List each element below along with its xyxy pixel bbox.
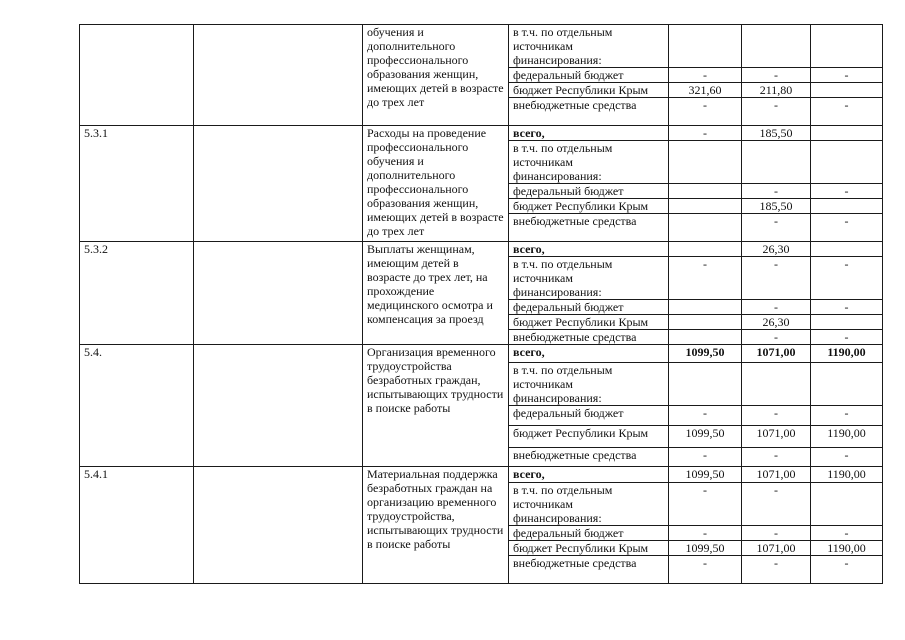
value-cell <box>669 199 742 214</box>
value-cell: - <box>742 406 811 426</box>
row-code <box>80 25 194 126</box>
empty-cell <box>194 126 363 242</box>
source-label: внебюджетные средства <box>509 556 669 584</box>
source-label: бюджет Республики Крым <box>509 541 669 556</box>
value-cell: - <box>669 257 742 300</box>
value-cell: - <box>811 556 883 584</box>
value-cell <box>811 126 883 141</box>
value-cell: - <box>742 98 811 126</box>
value-cell: - <box>811 406 883 426</box>
value-cell: - <box>742 556 811 584</box>
value-cell: - <box>669 406 742 426</box>
financing-table <box>79 24 883 584</box>
value-cell <box>742 141 811 184</box>
source-label: в т.ч. по отдельным источникам финансирования: <box>509 257 669 300</box>
value-cell: - <box>811 526 883 541</box>
source-label: в т.ч. по отдельным источникам финансирования: <box>509 483 669 526</box>
value-cell: - <box>742 300 811 315</box>
value-cell: - <box>742 257 811 300</box>
measure-title: Расходы на проведение профессионального обучения и дополнительного профессионального образования женщин, имеющих детей в возрасте до трех лет <box>363 126 509 242</box>
measure-title: обучения и дополнительного профессионального образования женщин, имеющих детей в возрасте до трех лет <box>363 25 509 126</box>
value-cell <box>669 25 742 68</box>
source-label: федеральный бюджет <box>509 526 669 541</box>
value-cell: 321,60 <box>669 83 742 98</box>
value-cell <box>669 300 742 315</box>
value-cell: 1190,00 <box>811 345 883 363</box>
value-cell: - <box>811 184 883 199</box>
value-cell <box>669 242 742 257</box>
value-cell: - <box>811 330 883 345</box>
value-cell: - <box>742 330 811 345</box>
value-cell: - <box>742 214 811 242</box>
value-cell: 1099,50 <box>669 426 742 448</box>
value-cell <box>669 141 742 184</box>
value-cell: - <box>669 68 742 83</box>
source-label-total: всего, <box>509 345 669 363</box>
table-row <box>80 242 883 257</box>
value-cell <box>811 199 883 214</box>
value-cell: 1190,00 <box>811 467 883 483</box>
value-cell: - <box>811 98 883 126</box>
source-label: федеральный бюджет <box>509 68 669 83</box>
value-cell <box>742 25 811 68</box>
value-cell <box>669 330 742 345</box>
row-code: 5.4. <box>80 345 194 467</box>
table-row <box>80 467 883 483</box>
value-cell <box>669 315 742 330</box>
value-cell <box>811 315 883 330</box>
value-cell <box>811 483 883 526</box>
value-cell: 211,80 <box>742 83 811 98</box>
value-cell <box>742 363 811 406</box>
row-code: 5.3.1 <box>80 126 194 242</box>
source-label-total: всего, <box>509 126 669 141</box>
value-cell: - <box>742 448 811 467</box>
source-label: бюджет Республики Крым <box>509 426 669 448</box>
value-cell: - <box>742 526 811 541</box>
source-label: в т.ч. по отдельным источникам финансирования: <box>509 363 669 406</box>
value-cell: 1071,00 <box>742 467 811 483</box>
source-label: бюджет Республики Крым <box>509 315 669 330</box>
value-cell: 1099,50 <box>669 467 742 483</box>
source-label: внебюджетные средства <box>509 448 669 467</box>
table-row <box>80 345 883 363</box>
value-cell: - <box>669 98 742 126</box>
value-cell: 1099,50 <box>669 541 742 556</box>
value-cell: 26,30 <box>742 315 811 330</box>
empty-cell <box>194 25 363 126</box>
value-cell <box>669 184 742 199</box>
source-label: в т.ч. по отдельным источникам финансирования: <box>509 25 669 68</box>
value-cell: 1071,00 <box>742 345 811 363</box>
value-cell: 1190,00 <box>811 426 883 448</box>
value-cell: - <box>669 483 742 526</box>
value-cell: - <box>669 526 742 541</box>
value-cell <box>811 141 883 184</box>
row-code: 5.3.2 <box>80 242 194 345</box>
value-cell: 1071,00 <box>742 541 811 556</box>
empty-cell <box>194 467 363 584</box>
value-cell <box>811 25 883 68</box>
value-cell: - <box>811 300 883 315</box>
measure-title: Организация временного трудоустройства безработных граждан, испытывающих трудности в поиске работы <box>363 345 509 467</box>
source-label: в т.ч. по отдельным источникам финансирования: <box>509 141 669 184</box>
value-cell: - <box>742 68 811 83</box>
source-label: бюджет Республики Крым <box>509 199 669 214</box>
value-cell <box>811 363 883 406</box>
table-row <box>80 126 883 141</box>
value-cell: - <box>811 257 883 300</box>
source-label: федеральный бюджет <box>509 300 669 315</box>
financing-table-page <box>79 24 882 584</box>
value-cell: - <box>742 184 811 199</box>
value-cell: - <box>669 448 742 467</box>
value-cell: 1071,00 <box>742 426 811 448</box>
value-cell: - <box>811 68 883 83</box>
value-cell: - <box>669 126 742 141</box>
empty-cell <box>194 242 363 345</box>
value-cell: - <box>811 448 883 467</box>
measure-title: Выплаты женщинам, имеющим детей в возрасте до трех лет, на прохождение медицинского осмотра и компенсация за проезд <box>363 242 509 345</box>
source-label: федеральный бюджет <box>509 184 669 199</box>
value-cell <box>669 214 742 242</box>
value-cell <box>811 83 883 98</box>
value-cell: 185,50 <box>742 199 811 214</box>
value-cell <box>811 242 883 257</box>
row-code: 5.4.1 <box>80 467 194 584</box>
value-cell: 26,30 <box>742 242 811 257</box>
value-cell: - <box>811 214 883 242</box>
measure-title: Материальная поддержка безработных граждан на организацию временного трудоустройства, испытывающих трудности в поиске работы <box>363 467 509 584</box>
source-label: внебюджетные средства <box>509 98 669 126</box>
value-cell <box>669 363 742 406</box>
source-label: внебюджетные средства <box>509 214 669 242</box>
source-label: федеральный бюджет <box>509 406 669 426</box>
value-cell: 1099,50 <box>669 345 742 363</box>
value-cell: - <box>742 483 811 526</box>
value-cell: 1190,00 <box>811 541 883 556</box>
source-label-total: всего, <box>509 467 669 483</box>
source-label-total: всего, <box>509 242 669 257</box>
value-cell: 185,50 <box>742 126 811 141</box>
source-label: внебюджетные средства <box>509 330 669 345</box>
value-cell: - <box>669 556 742 584</box>
empty-cell <box>194 345 363 467</box>
table-row <box>80 25 883 68</box>
source-label: бюджет Республики Крым <box>509 83 669 98</box>
